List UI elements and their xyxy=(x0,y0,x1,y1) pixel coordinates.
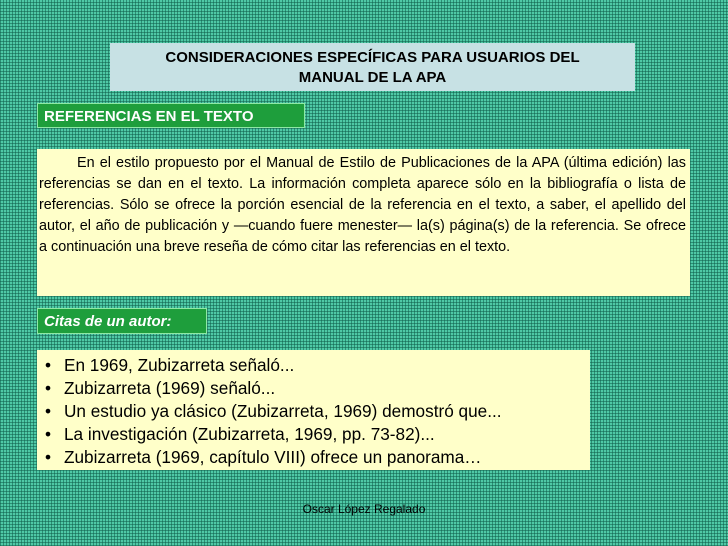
bullet-icon: • xyxy=(45,355,52,375)
slide-title-line-1: CONSIDERACIONES ESPECÍFICAS PARA USUARIOS DEL xyxy=(165,49,580,66)
list-item-text: Zubizarreta (1969) señaló... xyxy=(64,378,276,398)
bullet-icon: • xyxy=(45,424,52,444)
section-heading: REFERENCIAS EN EL TEXTO xyxy=(37,103,305,128)
body-text-box xyxy=(37,149,690,296)
list-item-text: La investigación (Zubizarreta, 1969, pp. 73-82)... xyxy=(64,424,435,444)
footer-author: Oscar López Regalado xyxy=(302,502,426,516)
list-item xyxy=(43,423,590,446)
examples-box xyxy=(37,350,590,470)
bullet-icon: • xyxy=(45,401,52,421)
sub-heading: Citas de un autor: xyxy=(37,308,207,334)
list-item xyxy=(43,377,590,400)
list-item-text: En 1969, Zubizarreta señaló... xyxy=(64,355,295,375)
list-item xyxy=(43,446,590,469)
list-item xyxy=(43,354,590,377)
body-paragraph: En el estilo propuesto por el Manual de Estilo de Publicaciones de la APA (última edición) las referencias se dan en el texto. La información completa aparece sólo en la bibliografía o lista de referencias. Sólo se ofrece la porción esencial de la referencia en el texto, a saber, el apellido del autor, el año de publicación y —cuando fuere menester— la(s) página(s) de la referencia. Se ofrece a continuación una breve reseña de cómo citar las referencias en el texto. xyxy=(39,155,686,256)
bullet-icon: • xyxy=(45,447,52,467)
bullet-icon: • xyxy=(45,378,52,398)
slide-title-line-2: MANUAL DE LA APA xyxy=(298,69,447,86)
list-item-text: Un estudio ya clásico (Zubizarreta, 1969) demostró que... xyxy=(64,401,502,421)
list-item xyxy=(43,400,590,423)
list-item-text: Zubizarreta (1969, capítulo VIII) ofrece un panorama… xyxy=(64,447,482,467)
slide-title xyxy=(110,43,635,91)
examples-list xyxy=(43,354,590,469)
